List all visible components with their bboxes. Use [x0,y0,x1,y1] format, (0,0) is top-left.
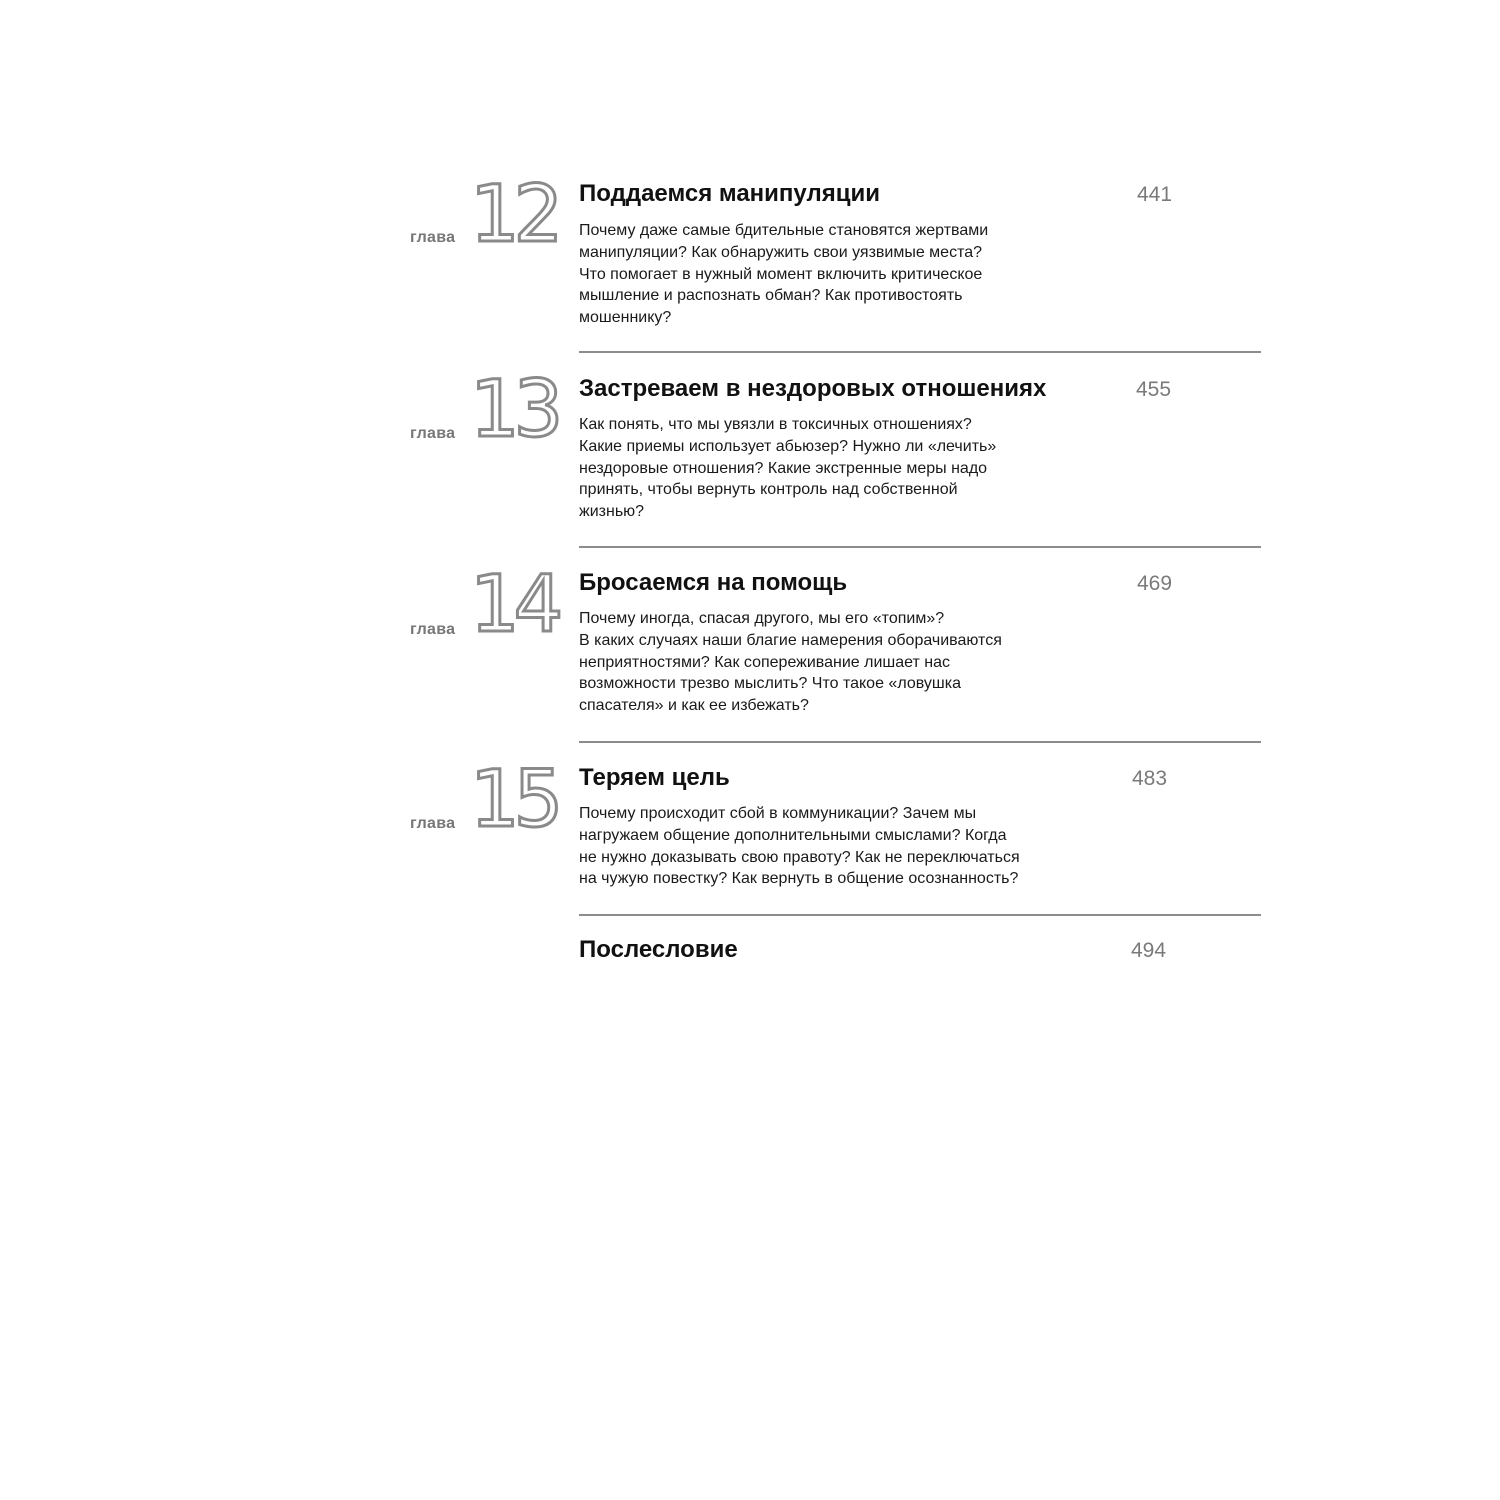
description-line: спасателя» и как ее избежать? [579,697,809,715]
chapter-page-number: 483 [1132,767,1168,790]
afterword-title[interactable]: Послесловие [579,936,738,963]
chapter-label: глава [410,815,456,832]
section-divider [579,914,1261,916]
description-line: Почему иногда, спасая другого, мы его «топим»? [579,610,945,627]
chapter-title[interactable]: Бросаемся на помощь [579,569,848,596]
chapter-number: 12 [470,170,558,260]
chapter-description [579,803,1159,890]
chapter-number: 13 [470,365,558,455]
chapter-title[interactable]: Поддаемся манипуляции [579,180,880,207]
section-divider [579,741,1261,743]
description-line: В каких случаях наши благие намерения оборачиваются [579,631,1002,649]
description-line: возможности трезво мыслить? Что такое «ловушка [579,675,961,693]
description-line: Что помогает в нужный момент включить критическое [579,265,983,283]
section-divider [579,546,1261,548]
description-line: не нужно доказывать свою правоту? Как не переключаться [579,848,1020,866]
chapter-title[interactable]: Теряем цель [579,764,730,791]
description-line: Как понять, что мы увязли в токсичных отношениях? [579,416,972,433]
section-divider [579,351,1261,353]
description-line: Какие приемы использует абьюзер? Нужно ли «лечить» [579,437,997,455]
chapter-description [579,608,1139,717]
description-line: нагружаем общение дополнительными смыслами? Когда [579,826,1007,844]
description-line: на чужую повестку? Как вернуть в общение осознанность? [579,870,1019,888]
chapter-description [579,414,1139,523]
description-line: мошеннику? [579,309,672,327]
description-line: мышление и распознать обман? Как противостоять [579,287,963,305]
chapter-page-number: 455 [1136,378,1172,401]
chapter-title[interactable]: Застреваем в нездоровых отношениях [579,375,1047,402]
afterword-page-number: 494 [1131,939,1167,962]
chapter-number: 14 [470,560,558,650]
description-line: неприятностями? Как сопереживание лишает нас [579,653,951,671]
chapter-label: глава [410,621,456,638]
chapter-number: 15 [470,755,558,845]
description-line: нездоровые отношения? Какие экстренные меры надо [579,459,988,477]
description-line: Почему происходит сбой в коммуникации? Зачем мы [579,805,977,822]
chapter-label: глава [410,229,456,246]
description-line: жизнью? [579,503,645,521]
chapter-description [579,220,1139,329]
description-line: принять, чтобы вернуть контроль над собственной [579,481,958,499]
chapter-page-number: 441 [1137,183,1173,206]
chapter-label: глава [410,425,456,442]
description-line: манипуляции? Как обнаружить свои уязвимые места? [579,243,983,261]
description-line: Почему даже самые бдительные становятся жертвами [579,222,989,239]
chapter-page-number: 469 [1137,572,1173,595]
